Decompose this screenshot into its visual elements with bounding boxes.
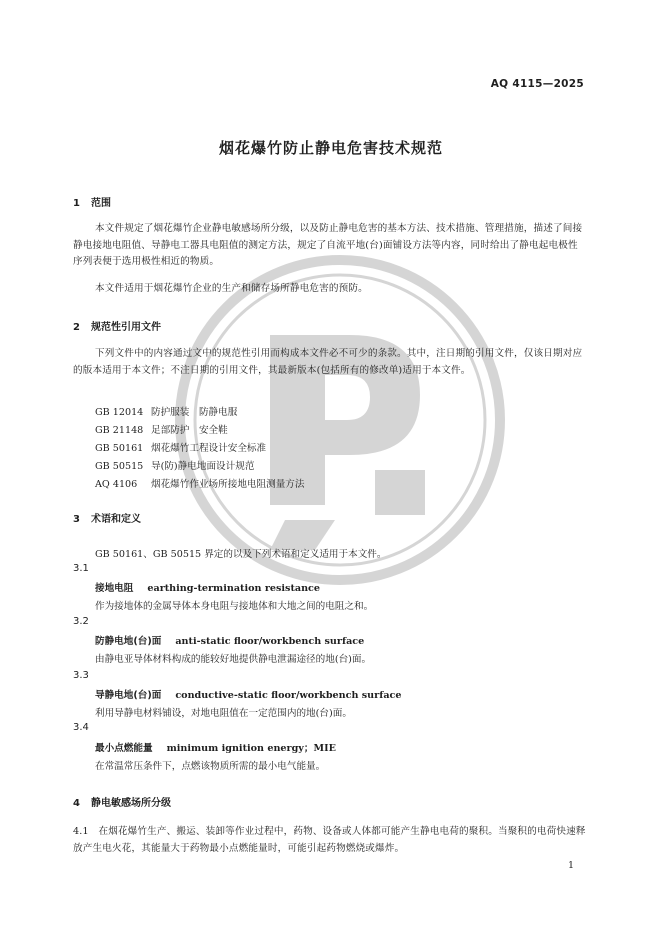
term-heading xyxy=(95,633,364,647)
reference-item xyxy=(95,422,228,436)
reference-code: GB 50161 xyxy=(95,443,144,454)
term-chinese: 导静电地(台)面 xyxy=(95,690,162,701)
term-english: minimum ignition energy；MIE xyxy=(166,743,336,754)
term-chinese: 接地电阻 xyxy=(95,583,134,594)
reference-item xyxy=(95,440,266,454)
term-heading xyxy=(95,687,401,701)
reference-title: 导(防)静电地面设计规范 xyxy=(151,461,255,472)
reference-title: 防护服装 防静电服 xyxy=(151,407,238,418)
document-title: 烟花爆竹防止静电危害技术规范 xyxy=(218,139,443,157)
reference-title: 烟花爆竹工程设计安全标准 xyxy=(151,443,267,454)
reference-item xyxy=(95,476,305,490)
section-number: 4 xyxy=(73,798,80,809)
term-chinese: 防静电地(台)面 xyxy=(95,636,162,647)
section-number: 3 xyxy=(73,514,80,525)
term-number: 3.3 xyxy=(73,670,89,681)
section-title: 范围 xyxy=(91,198,111,209)
term-number: 3.2 xyxy=(73,616,89,627)
reference-item xyxy=(95,404,237,418)
reference-code: GB 12014 xyxy=(95,407,144,418)
reference-code: GB 21148 xyxy=(95,425,144,436)
reference-title: 足部防护 安全鞋 xyxy=(151,425,228,436)
section-1-heading xyxy=(73,194,111,209)
term-number: 3.4 xyxy=(73,722,89,733)
section-title: 术语和定义 xyxy=(91,514,141,525)
reference-code: GB 50515 xyxy=(95,461,144,472)
section-2-paragraph-1: 下列文件中的内容通过文中的规范性引用而构成本文件必不可少的条款。其中，注日期的引用文件，仅该日期对应的版本适用于本文件；不注日期的引用文件，其最新版本(包括所有的修改单)适用于本文件。 xyxy=(73,348,583,376)
reference-item xyxy=(95,458,254,472)
term-english: earthing-termination resistance xyxy=(147,583,321,594)
reference-code: AQ 4106 xyxy=(95,479,138,490)
term-english: conductive-static floor/workbench surface xyxy=(175,690,402,701)
document-code-header: AQ 4115—2025 xyxy=(490,78,584,90)
section-4-paragraph-1: 4.1 在烟花爆竹生产、搬运、装卸等作业过程中，药物、设备或人体都可能产生静电电荷的聚积。当聚积的电荷快速释放产生电火花，其能量大于药物最小点燃能量时，可能引起药物燃烧或爆炸。 xyxy=(73,826,586,854)
term-definition: 由静电亚导体材料构成的能较好地提供静电泄漏途径的地(台)面。 xyxy=(95,654,372,665)
term-chinese: 最小点燃能量 xyxy=(95,743,153,754)
term-english: anti-static floor/workbench surface xyxy=(175,636,365,647)
term-definition: 作为接地体的金属导体本身电阻与接地体和大地之间的电阻之和。 xyxy=(95,601,374,612)
section-1-paragraph-1: 本文件规定了烟花爆竹企业静电敏感场所分级，以及防止静电危害的基本方法、技术措施、管理措施，描述了间接静电接地电阻值、导静电工器具电阻值的测定方法，规定了自流平地(台)面铺设方法等内容，同时给出了静电起电极性序列表便于选用极性相近的物质。 xyxy=(73,223,583,268)
term-number: 3.1 xyxy=(73,563,89,574)
section-1-paragraph-2: 本文件适用于烟花爆竹企业的生产和储存场所静电危害的预防。 xyxy=(95,283,368,294)
section-title: 规范性引用文件 xyxy=(91,322,161,333)
watermark-emblem xyxy=(175,255,505,585)
page-number: 1 xyxy=(567,860,574,871)
section-3-heading xyxy=(73,510,141,525)
section-4-heading xyxy=(73,794,171,809)
section-number: 2 xyxy=(73,322,80,333)
section-2-heading xyxy=(73,318,161,333)
section-3-intro: GB 50161、GB 50515 界定的以及下列术语和定义适用于本文件。 xyxy=(95,549,387,560)
term-heading xyxy=(95,580,320,594)
section-title: 静电敏感场所分级 xyxy=(91,798,171,809)
reference-title: 烟花爆竹作业场所接地电阻测量方法 xyxy=(151,479,305,490)
term-definition: 利用导静电材料铺设，对地电阻值在一定范围内的地(台)面。 xyxy=(95,708,352,719)
term-definition: 在常温常压条件下，点燃该物质所需的最小电气能量。 xyxy=(95,761,326,772)
section-number: 1 xyxy=(73,198,80,209)
term-heading xyxy=(95,740,336,754)
